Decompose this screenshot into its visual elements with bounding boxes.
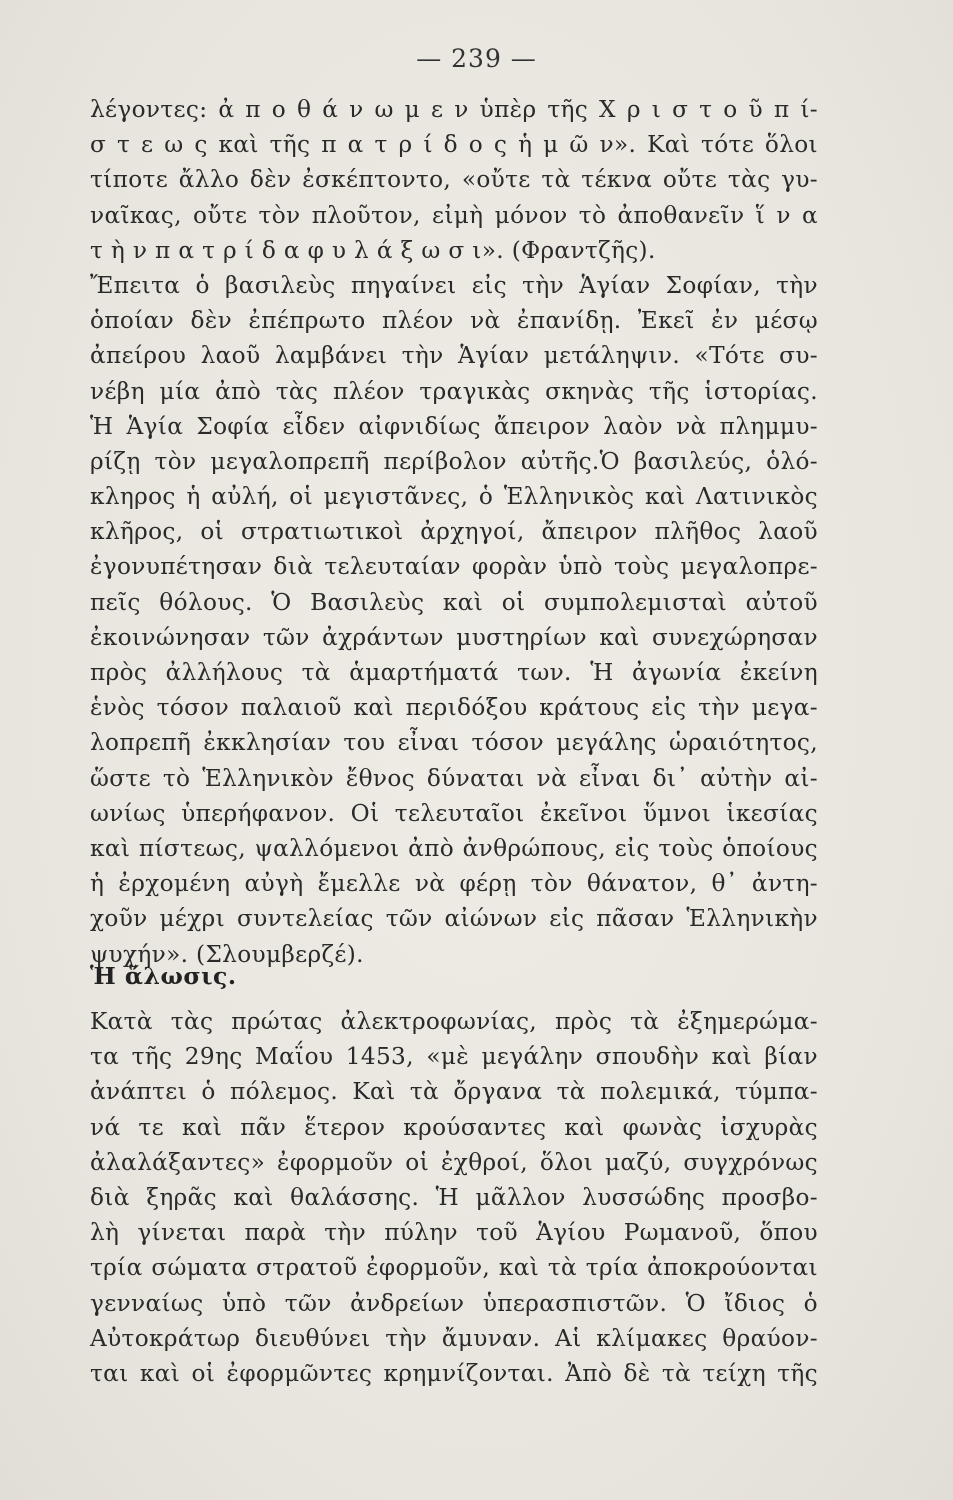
text-line: ρίζῃ τὸν μεγαλοπρεπῆ περίβολον αὐτῆς.Ὁ βασιλεύς, ὁλό- [90, 447, 818, 475]
text-line: ἑνὸς τόσον παλαιοῦ καὶ περιδόξου κράτους εἰς τὴν μεγα- [90, 694, 818, 722]
paragraph-1 [90, 92, 818, 972]
text-line: ναῖκας, οὔτε τὸν πλοῦτον, εἰμὴ μόνον τὸ ἀποθανεῖν ἵ ν α [90, 201, 818, 229]
text-line: λέγοντες: ἀ π ο θ ά ν ω μ ε ν ὑπὲρ τῆς Χ ρ ι σ τ ο ῦ π ί- [90, 96, 818, 123]
text-line: Αὐτοκράτωρ διευθύνει τὴν ἄμυναν. Αἱ κλίμακες θραύον- [90, 1324, 818, 1352]
text-line: ωνίως ὑπερήφανον. Οἱ τελευταῖοι ἐκεῖνοι ὕμνοι ἱκεσίας [90, 799, 818, 827]
text-line: κληρος ἡ αὐλή, οἱ μεγιστᾶνες, ὁ Ἑλληνικὸς καὶ Λατινικὸς [90, 483, 818, 511]
text-line: ψυχήν». (Σλουμβερζέ). [90, 940, 364, 968]
text-line: σ τ ε ω ς καὶ τῆς π α τ ρ ί δ ο ς ἡ μ ῶ ν». Καὶ τότε ὅλοι [90, 131, 818, 159]
text-line: ὁποίαν δὲν ἐπέπρωτο πλέον νὰ ἐπανίδῃ. Ἐκεῖ ἐν μέσῳ [90, 307, 818, 335]
page-number: — 239 — [416, 44, 537, 73]
text-line: ἀνάπτει ὁ πόλεμος. Καὶ τὰ ὄργανα τὰ πολεμικά, τύμπα- [90, 1078, 818, 1106]
text-line: νέβη μία ἀπὸ τὰς πλέον τραγικὰς σκηνὰς τῆς ἱστορίας. [90, 377, 818, 405]
text-line: ἡ ἐρχομένη αὐγὴ ἔμελλε νὰ φέρῃ τὸν θάνατον, θ᾽ ἀντη- [90, 870, 818, 898]
text-line: ἀπείρου λαοῦ λαμβάνει τὴν Ἁγίαν μετάληψιν. «Τότε συ- [90, 342, 818, 370]
text-line: λοπρεπῆ ἐκκλησίαν του εἶναι τόσον μεγάλης ὡραιότητος, [90, 729, 818, 757]
text-line: καὶ πίστεως, ψαλλόμενοι ἀπὸ ἀνθρώπους, εἰς τοὺς ὁποίους [90, 834, 818, 862]
text-line: τα τῆς 29ης Μαΐου 1453, «μὲ μεγάλην σπουδὴν καὶ βίαν [90, 1043, 818, 1071]
text-line: πρὸς ἀλλήλους τὰ ἁμαρτήματά των. Ἡ ἀγωνία ἐκείνη [90, 659, 818, 686]
text-line: ὥστε τὸ Ἑλληνικὸν ἔθνος δύναται νὰ εἶναι δι᾽ αὐτὴν αἰ- [90, 764, 818, 792]
text-line: τίποτε ἄλλο δὲν ἐσκέπτοντο, «οὔτε τὰ τέκνα οὔτε τὰς γυ- [90, 166, 818, 194]
text-line: ται καὶ οἱ ἐφορμῶντες κρημνίζονται. Ἀπὸ δὲ τὰ τείχη τῆς [90, 1359, 818, 1387]
text-line: γενναίως ὑπὸ τῶν ἀνδρείων ὑπερασπιστῶν. Ὁ ἴδιος ὁ [90, 1289, 818, 1317]
text-line: ἀλαλάξαντες» ἐφορμοῦν οἱ ἐχθροί, ὅλοι μαζύ, συγχρόνως [90, 1148, 818, 1176]
text-line: Ἔπειτα ὁ βασιλεὺς πηγαίνει εἰς τὴν Ἁγίαν Σοφίαν, τὴν [90, 271, 818, 299]
text-line: ἐκοινώνησαν τῶν ἀχράντων μυστηρίων καὶ συνεχώρησαν [90, 623, 818, 651]
text-line: Κατὰ τὰς πρώτας ἀλεκτροφωνίας, πρὸς τὰ ἐξημερώμα- [90, 1008, 818, 1035]
text-line: πεῖς θόλους. Ὁ Βασιλεὺς καὶ οἱ συμπολεμισταὶ αὐτοῦ [90, 588, 818, 616]
text-line: κλῆρος, οἱ στρατιωτικοὶ ἀρχηγοί, ἄπειρον πλῆθος λαοῦ [90, 518, 818, 546]
section-heading: Ἡ ἅλωσις. [90, 962, 237, 990]
text-line: Ἡ Ἁγία Σοφία εἶδεν αἰφνιδίως ἄπειρον λαὸν νὰ πλημμυ- [90, 412, 818, 440]
text-line: τ ὴ ν π α τ ρ ί δ α φ υ λ ά ξ ω σ ι». (Φραντζῆς). [90, 236, 656, 264]
text-line: διὰ ξηρᾶς καὶ θαλάσσης. Ἡ μᾶλλον λυσσώδης προσβο- [90, 1183, 818, 1211]
paragraph-2 [90, 1004, 818, 1391]
text-line: ἐγονυπέτησαν διὰ τελευταίαν φορὰν ὑπὸ τοὺς μεγαλοπρε- [90, 553, 818, 581]
text-line: χοῦν μέχρι συντελείας τῶν αἰώνων εἰς πᾶσαν Ἑλληνικὴν [90, 905, 818, 933]
text-line: λὴ γίνεται παρὰ τὴν πύλην τοῦ Ἁγίου Ρωμανοῦ, ὅπου [90, 1219, 818, 1247]
text-line: τρία σώματα στρατοῦ ἐφορμοῦν, καὶ τὰ τρία ἀποκρούονται [90, 1254, 818, 1282]
text-line: νά τε καὶ πᾶν ἕτερον κρούσαντες καὶ φωνὰς ἰσχυρὰς [90, 1113, 818, 1141]
